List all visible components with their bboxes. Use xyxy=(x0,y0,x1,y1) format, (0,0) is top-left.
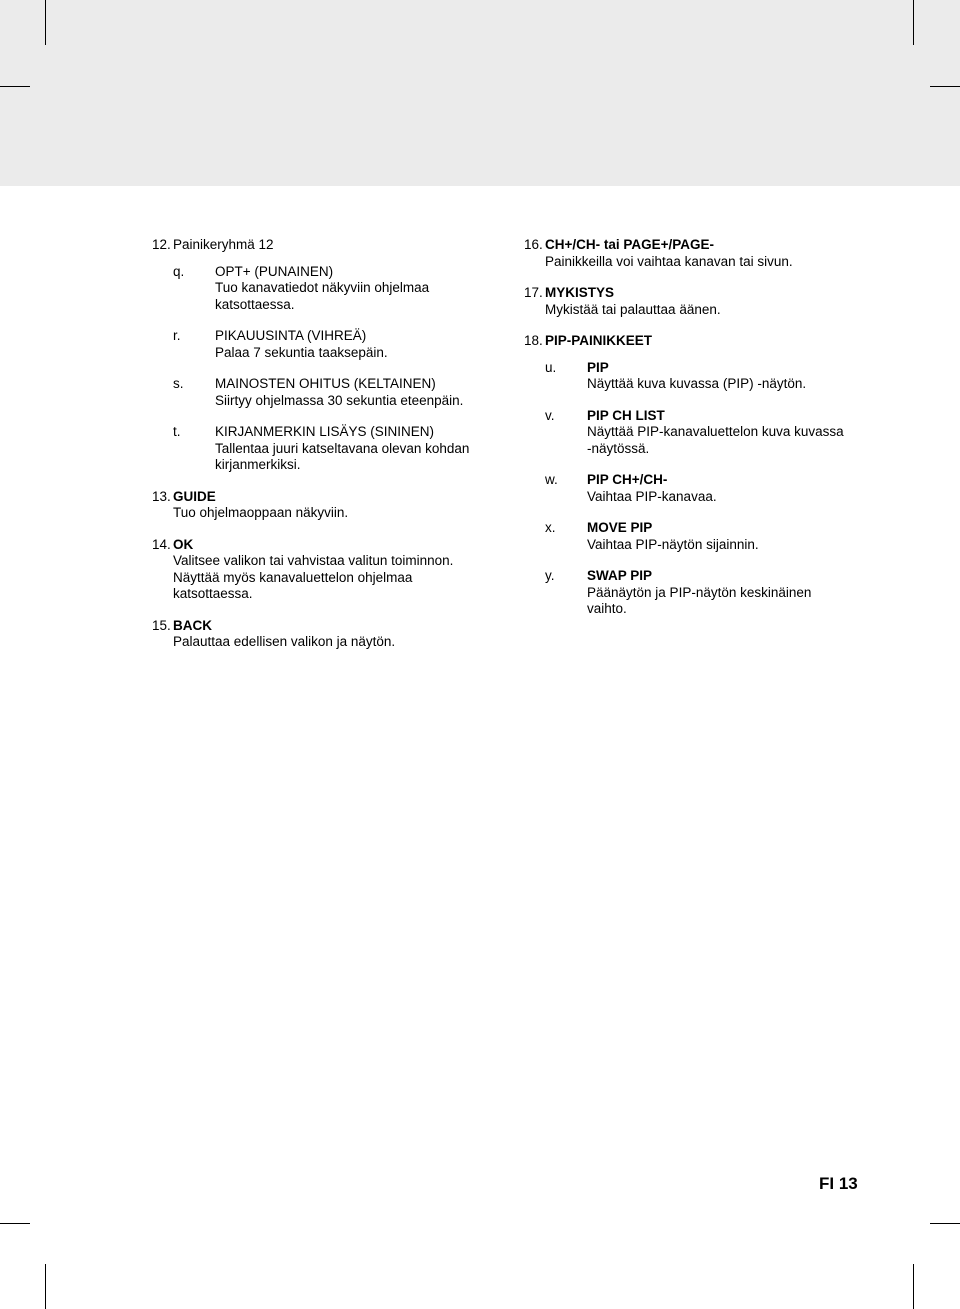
item-desc: Palaa 7 sekuntia taaksepäin. xyxy=(215,344,388,360)
crop-mark-bottom-left-horizontal xyxy=(0,1223,30,1224)
crop-mark-top-left-vertical xyxy=(45,0,46,45)
left-column xyxy=(152,237,492,666)
item-letter: u. xyxy=(545,359,557,375)
item-desc: Tallentaa juuri katseltavana olevan kohdan kirjanmerkiksi. xyxy=(215,440,470,472)
list-item-v xyxy=(524,408,844,458)
item-letter: q. xyxy=(173,263,185,279)
section-title: Painikeryhmä 12 xyxy=(173,237,274,252)
item-title: PIP xyxy=(587,359,609,375)
crop-mark-top-right-horizontal xyxy=(930,86,960,87)
section-title: OK xyxy=(173,536,194,552)
item-letter: w. xyxy=(545,472,558,487)
item-title: MOVE PIP xyxy=(587,520,653,535)
item-letter: s. xyxy=(173,376,184,391)
section-desc: Mykistää tai palauttaa äänen. xyxy=(545,301,721,317)
section-18-items xyxy=(524,360,844,618)
section-number: 17. xyxy=(524,285,543,300)
item-title: KIRJANMERKIN LISÄYS (SININEN) xyxy=(215,424,435,439)
page-number: FI 13 xyxy=(819,1174,858,1193)
list-item-u xyxy=(524,360,844,393)
list-item-r xyxy=(152,328,492,361)
item-title: PIKAUUSINTA (VIHREÄ) xyxy=(215,328,367,343)
list-item-w xyxy=(524,472,844,505)
item-title: PIP CH LIST xyxy=(587,407,665,423)
section-title: MYKISTYS xyxy=(545,285,615,300)
section-title: GUIDE xyxy=(173,488,216,504)
section-title: CH+/CH- tai PAGE+/PAGE- xyxy=(545,237,715,252)
section-15 xyxy=(152,618,492,651)
item-letter: r. xyxy=(173,328,181,343)
section-13 xyxy=(152,489,492,522)
item-desc: Vaihtaa PIP-kanavaa. xyxy=(587,488,717,504)
section-number: 18. xyxy=(524,333,543,348)
section-12-items xyxy=(152,264,492,474)
section-number: 14. xyxy=(152,536,171,552)
crop-mark-top-left-horizontal xyxy=(0,86,30,87)
list-item-q xyxy=(152,264,492,314)
section-desc: Tuo ohjelmaoppaan näkyviin. xyxy=(173,505,349,520)
section-desc: Valitsee valikon tai vahvistaa valitun toiminnon. Näyttää myös kanavaluettelon ohjelmaa katsottaessa. xyxy=(173,553,454,601)
right-column xyxy=(524,237,844,633)
section-17 xyxy=(524,285,844,318)
section-desc: Painikkeilla voi vaihtaa kanavan tai sivun. xyxy=(545,253,793,269)
item-desc: Näyttää PIP-kanavaluettelon kuva kuvassa -näytössä. xyxy=(587,424,844,456)
item-title: SWAP PIP xyxy=(587,568,653,583)
item-title: PIP CH+/CH- xyxy=(587,472,668,487)
list-item-s xyxy=(152,376,492,409)
item-title: MAINOSTEN OHITUS (KELTAINEN) xyxy=(215,376,436,391)
crop-mark-bottom-left-vertical xyxy=(45,1264,46,1309)
list-item-y xyxy=(524,568,844,618)
section-12 xyxy=(152,237,492,474)
section-16 xyxy=(524,237,844,270)
item-letter: t. xyxy=(173,424,181,439)
item-title: OPT+ (PUNAINEN) xyxy=(215,263,334,279)
list-item-x xyxy=(524,520,844,553)
section-number: 13. xyxy=(152,488,171,504)
section-number: 15. xyxy=(152,617,171,633)
crop-mark-top-right-vertical xyxy=(913,0,914,45)
section-number: 12. xyxy=(152,237,171,252)
item-desc: Tuo kanavatiedot näkyviin ohjelmaa katsottaessa. xyxy=(215,280,430,312)
section-number: 16. xyxy=(524,237,543,252)
item-desc: Näyttää kuva kuvassa (PIP) -näytön. xyxy=(587,376,807,391)
section-18 xyxy=(524,333,844,618)
item-desc: Siirtyy ohjelmassa 30 sekuntia eteenpäin. xyxy=(215,392,464,408)
crop-mark-bottom-right-horizontal xyxy=(930,1223,960,1224)
item-desc: Vaihtaa PIP-näytön sijainnin. xyxy=(587,536,759,552)
item-letter: v. xyxy=(545,407,555,423)
item-desc: Päänäytön ja PIP-näytön keskinäinen vaihto. xyxy=(587,584,812,616)
crop-mark-bottom-right-vertical xyxy=(913,1264,914,1309)
section-title: PIP-PAINIKKEET xyxy=(545,333,653,348)
section-desc: Palauttaa edellisen valikon ja näytön. xyxy=(173,634,396,649)
header-gray-band xyxy=(0,0,960,186)
section-14 xyxy=(152,537,492,603)
list-item-t xyxy=(152,424,492,474)
section-title: BACK xyxy=(173,617,212,633)
item-letter: y. xyxy=(545,568,555,583)
item-letter: x. xyxy=(545,520,556,535)
